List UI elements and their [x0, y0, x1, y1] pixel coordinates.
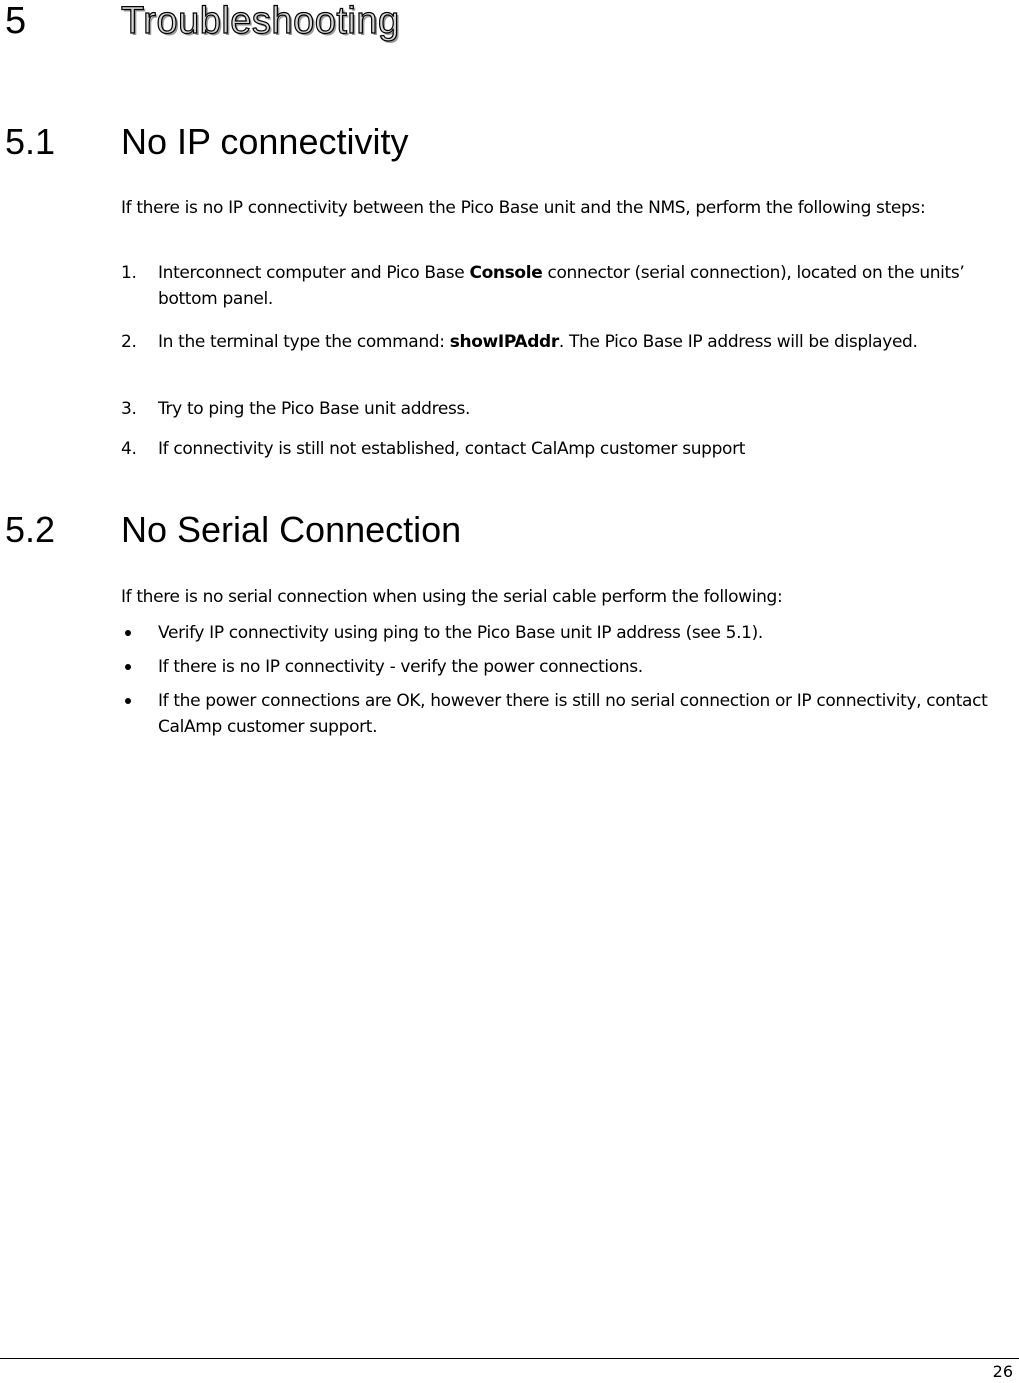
section-intro-paragraph: If there is no serial connection when using the serial cable perform the following: [121, 587, 783, 607]
section-heading-5-2 [5, 509, 461, 551]
bullet-icon [125, 698, 131, 704]
numbered-step [121, 329, 1011, 355]
chapter-title: Troubleshooting [121, 0, 400, 42]
console-connector-name: Console [469, 263, 543, 283]
step-number: 1. [121, 263, 137, 283]
section-intro-paragraph: If there is no IP connectivity between the Pico Base unit and the NMS, perform the following steps: [121, 198, 926, 218]
command-name: showIPAddr [449, 332, 559, 352]
numbered-step [121, 436, 1011, 462]
bullet-item [121, 654, 1011, 680]
step-text: In the terminal type the command: showIPAddr. The Pico Base IP address will be displayed. [158, 332, 918, 352]
section-heading-5-1 [5, 121, 408, 163]
bullet-item [121, 688, 1011, 740]
bullet-text: If the power connections are OK, however there is still no serial connection or IP connectivity, contact CalAmp customer support. [158, 691, 988, 737]
step-text: If connectivity is still not established, contact CalAmp customer support [158, 439, 746, 459]
footer-divider [0, 1358, 1019, 1359]
section-title: No Serial Connection [121, 509, 462, 550]
bullet-icon [125, 664, 131, 670]
bullet-text: If there is no IP connectivity - verify the power connections. [158, 657, 643, 677]
step-text: Try to ping the Pico Base unit address. [158, 399, 471, 419]
chapter-number: 5 [5, 0, 27, 42]
section-title: No IP connectivity [121, 121, 409, 162]
section-number: 5.1 [5, 121, 56, 162]
step-number: 2. [121, 332, 137, 352]
bullet-icon [125, 630, 131, 636]
chapter-heading [5, 0, 400, 44]
page-number: 26 [992, 1362, 1013, 1381]
step-number: 3. [121, 399, 137, 419]
bullet-item [121, 620, 1011, 646]
bullet-text: Verify IP connectivity using ping to the Pico Base unit IP address (see 5.1). [158, 623, 763, 643]
step-text: Interconnect computer and Pico Base Console connector (serial connection), located on the units’ bottom panel. [158, 263, 965, 309]
numbered-step [121, 396, 1011, 422]
numbered-step [121, 260, 1011, 312]
step-number: 4. [121, 439, 137, 459]
section-number: 5.2 [5, 509, 56, 550]
